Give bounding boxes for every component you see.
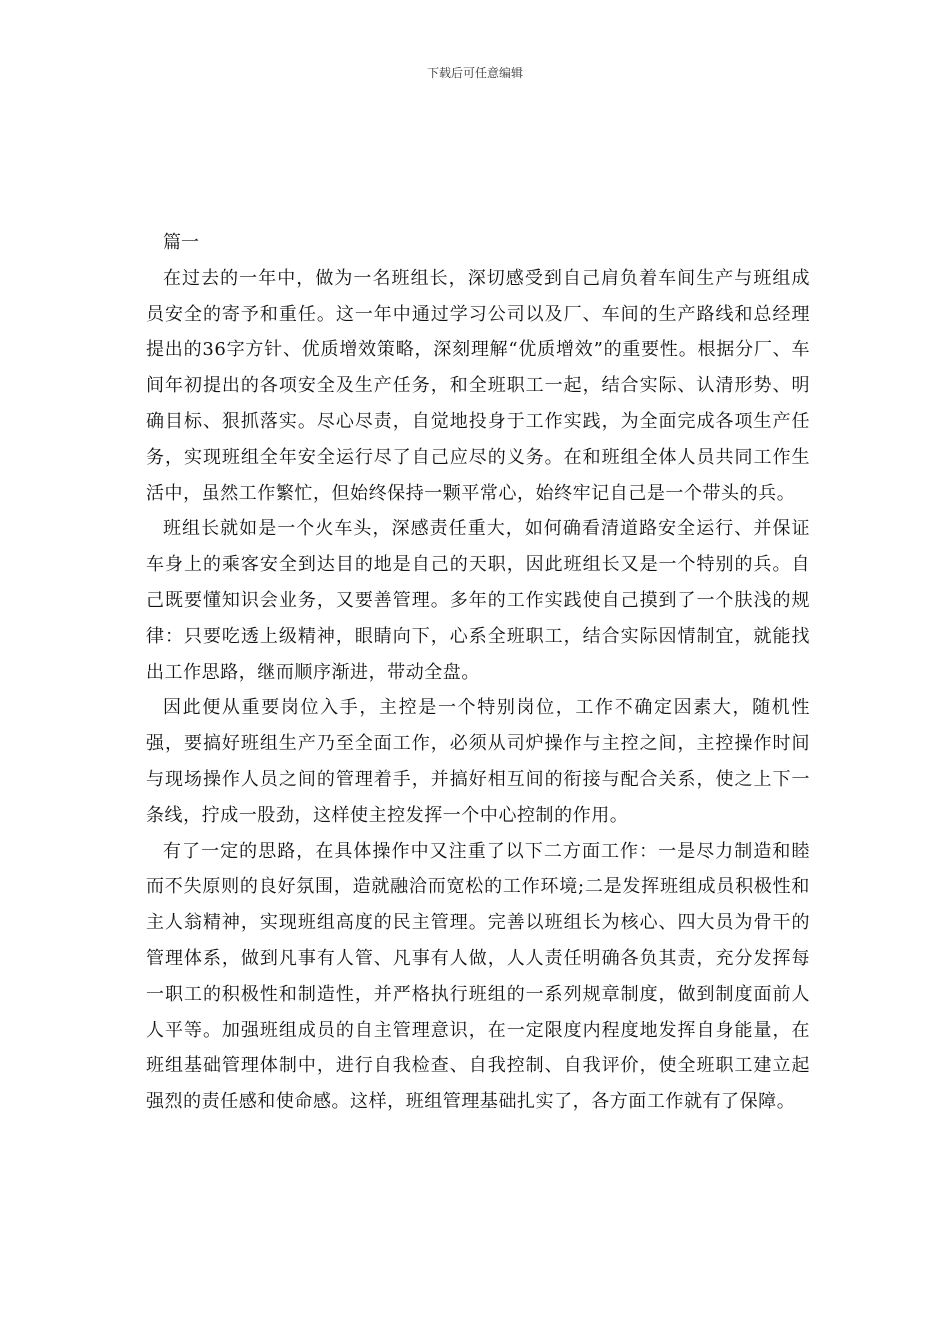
section-title: 篇一 [163, 232, 199, 253]
paragraph-3: 因此便从重要岗位入手，主控是一个特别岗位，工作不确定因素大，随机性强，要搞好班组生产乃至全面工作，必须从司炉操作与主控之间，主控操作时间与现场操作人员之间的管理着手，并搞好相互间的衔接与配合关系，使之上下一条线，拧成一股劲，这样使主控发挥一个中心控制的作用。 [146, 697, 810, 826]
paragraph-2: 班组长就如是一个火车头，深感责任重大，如何确看清道路安全运行、并保证车身上的乘客安全到达目的地是自己的天职，因此班组长又是一个特别的兵。自己既要懂知识会业务，又要善管理。多年的工作实践使自己摸到了一个肤浅的规律：只要吃透上级精神，眼睛向下，心系全班职工，结合实际因情制宜，就能找出工作思路，继而顺序渐进，带动全盘。 [146, 518, 810, 683]
document-body [146, 225, 810, 1120]
page-header: 下载后可任意编辑 [426, 66, 523, 80]
paragraph-4: 有了一定的思路，在具体操作中又注重了以下二方面工作：一是尽力制造和睦而不失原则的良好氛围，造就融洽而宽松的工作环境;二是发挥班组成员积极性和主人翁精神，实现班组高度的民主管理。完善以班组长为核心、四大员为骨干的管理体系，做到凡事有人管、凡事有人做，人人责任明确各负其责，充分发挥每一职工的积极性和制造性，并严格执行班组的一系列规章制度，做到制度面前人人平等。加强班组成员的自主管理意识，在一定限度内程度地发挥自身能量，在班组基础管理体制中，进行自我检查、自我控制、自我评价，使全班职工建立起强烈的责任感和使命感。这样，班组管理基础扎实了，各方面工作就有了保障。 [146, 840, 810, 1113]
paragraph-1: 在过去的一年中，做为一名班组长，深切感受到自己肩负着车间生产与班组成员安全的寄予和重任。这一年中通过学习公司以及厂、车间的生产路线和总经理提出的36字方针、优质增效策略，深刻理解“优质增效”的重要性。根据分厂、车间年初提出的各项安全及生产任务，和全班职工一起，结合实际、认清形势、明确目标、狠抓落实。尽心尽责，自觉地投身于工作实践，为全面完成各项生产任务，实现班组全年安全运行尽了自己应尽的义务。在和班组全体人员共同工作生活中，虽然工作繁忙，但始终保持一颗平常心，始终牢记自己是一个带头的兵。 [146, 267, 810, 504]
